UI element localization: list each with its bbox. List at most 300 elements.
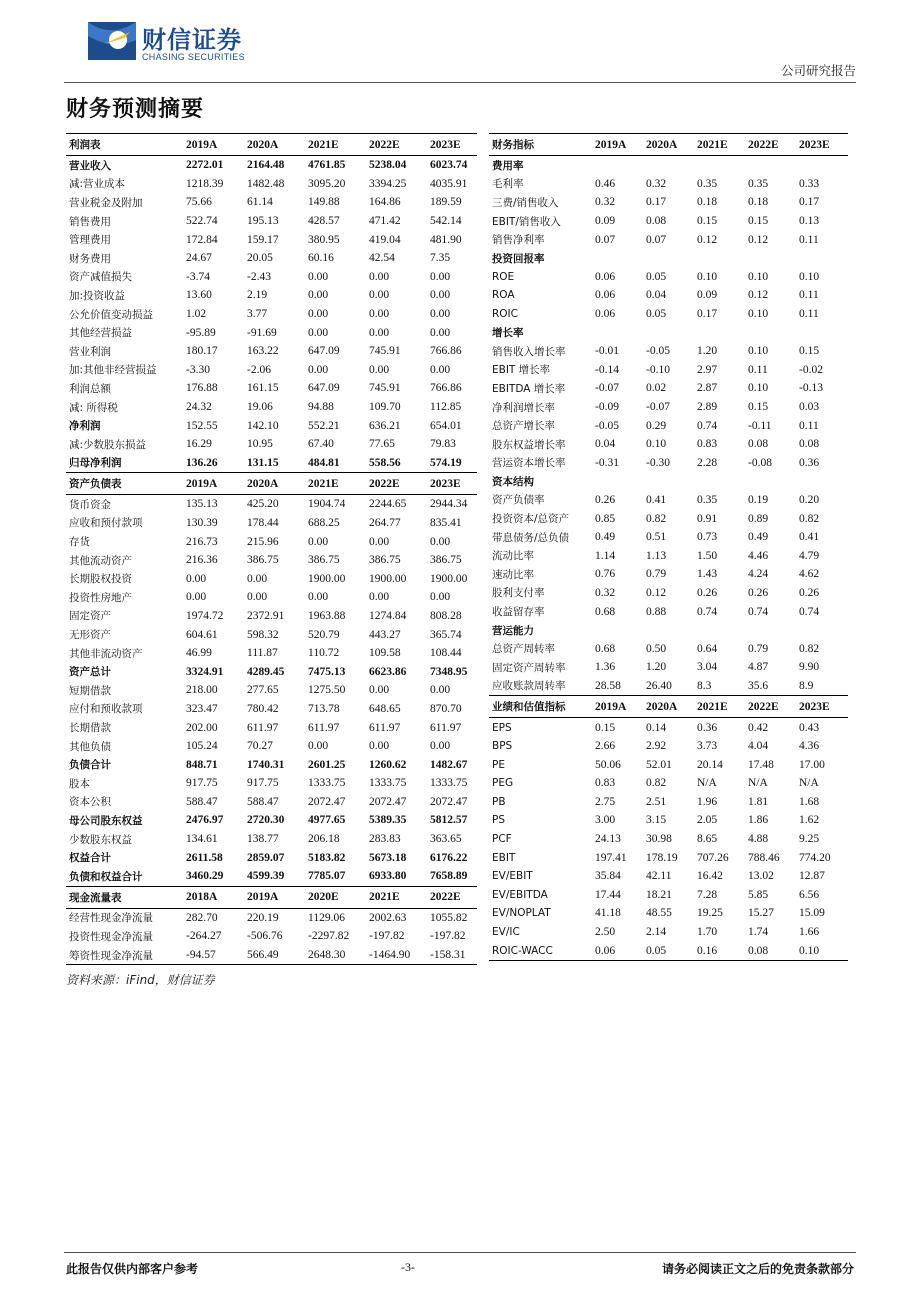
year-header: 2021E [694, 696, 745, 718]
value-cell: 195.13 [247, 215, 279, 228]
footer-divider [64, 1252, 856, 1253]
row-label: 净利润增长率 [492, 401, 555, 414]
value-cell: 7658.89 [430, 870, 468, 883]
value-cell: 0.00 [308, 270, 329, 283]
row-label: 其他非流动资产 [69, 647, 143, 660]
value-cell: N/A [748, 777, 768, 790]
row-label: 减:营业成本 [69, 178, 126, 191]
value-cell [592, 156, 643, 175]
row-label: 销售净利率 [492, 234, 545, 247]
value-cell: 61.14 [247, 196, 273, 209]
value-cell: 4035.91 [430, 177, 468, 190]
value-cell: 0.74 [748, 605, 769, 618]
value-cell: 1333.75 [308, 777, 346, 790]
table-row [66, 323, 477, 342]
value-cell: 1055.82 [430, 911, 468, 924]
value-cell: -0.05 [595, 419, 619, 432]
row-label: 负债合计 [69, 759, 111, 772]
value-cell: 1.50 [697, 549, 718, 562]
row-label: 负债和权益合计 [69, 870, 143, 883]
value-cell: 19.25 [697, 907, 723, 920]
income-statement-table [66, 133, 477, 472]
value-cell: 19.06 [247, 401, 273, 414]
value-cell: 766.86 [430, 345, 462, 358]
value-cell: 1.20 [646, 661, 667, 674]
table-row [489, 774, 848, 793]
value-cell: 0.09 [697, 289, 718, 302]
value-cell: 0.15 [697, 215, 718, 228]
year-header: 2020A [244, 473, 305, 495]
valuation-table [489, 695, 848, 961]
value-cell: 870.70 [430, 702, 462, 715]
table-row [489, 867, 848, 886]
row-label: 三费/销售收入 [492, 196, 559, 209]
value-cell: -0.30 [646, 456, 670, 469]
table-title: 现金流量表 [66, 886, 183, 908]
value-cell: 282.70 [186, 911, 218, 924]
value-cell: 0.06 [592, 941, 643, 960]
value-cell: 0.00 [308, 740, 329, 753]
year-header: 2022E [427, 886, 477, 908]
value-cell: 707.26 [697, 851, 729, 864]
value-cell: 0.13 [799, 215, 820, 228]
row-label: 母公司股东权益 [69, 814, 143, 827]
value-cell [796, 323, 848, 342]
value-cell: 3095.20 [308, 177, 346, 190]
year-header: 2019A [244, 886, 305, 908]
value-cell: 2611.58 [186, 851, 223, 864]
value-cell: 0.82 [799, 642, 820, 655]
row-label: PB [492, 795, 506, 808]
value-cell: 50.06 [595, 758, 621, 771]
value-cell: 7.28 [697, 888, 718, 901]
value-cell: 0.35 [697, 177, 718, 190]
value-cell: 419.04 [369, 233, 401, 246]
value-cell: 6176.22 [430, 851, 468, 864]
section-heading-row [489, 323, 848, 342]
value-cell: 5812.57 [430, 814, 468, 827]
value-cell: 35.84 [595, 870, 621, 883]
year-header: 2019A [183, 473, 244, 495]
year-header: 2023E [427, 134, 477, 156]
value-cell: 0.50 [646, 642, 667, 655]
row-label: 其他负债 [69, 740, 111, 753]
value-cell: 4.36 [799, 740, 820, 753]
value-cell: 611.97 [369, 721, 401, 734]
year-header: 2019A [183, 134, 244, 156]
value-cell: 109.70 [369, 401, 401, 414]
footer-disclaimer: 此报告仅供内部客户参考 [66, 1262, 199, 1276]
right-column [489, 133, 848, 961]
value-cell: 0.88 [646, 605, 667, 618]
value-cell: 152.55 [186, 419, 218, 432]
table-row [66, 416, 477, 435]
value-cell: 4599.39 [247, 870, 285, 883]
row-label: 流动比率 [492, 550, 534, 563]
brand-name-en: CHASING SECURITIES [142, 52, 245, 62]
section-heading-row [489, 156, 848, 175]
row-label: 筹资性现金净流量 [66, 946, 183, 965]
value-cell: 109.58 [369, 647, 401, 660]
value-cell: 189.59 [430, 196, 462, 209]
value-cell: 0.11 [799, 289, 819, 302]
row-label: 营业税金及附加 [69, 196, 143, 209]
table-row [489, 602, 848, 621]
value-cell [796, 472, 848, 491]
value-cell: 12.87 [799, 870, 825, 883]
value-cell [694, 156, 745, 175]
table-title: 业绩和估值指标 [489, 696, 592, 718]
table-row [489, 268, 848, 287]
value-cell: 1482.67 [430, 758, 468, 771]
value-cell: 79.83 [430, 438, 456, 451]
value-cell: 7475.13 [308, 665, 346, 678]
row-label: 资产减值损失 [69, 271, 132, 284]
table-row [489, 848, 848, 867]
value-cell: 6023.74 [430, 159, 468, 172]
value-cell: 0.73 [697, 531, 718, 544]
value-cell: 8.9 [799, 679, 814, 692]
row-label: 股本 [69, 777, 90, 790]
value-cell: 648.65 [369, 702, 401, 715]
year-header: 2023E [796, 134, 848, 156]
value-cell: 917.75 [247, 777, 279, 790]
table-row [66, 755, 477, 774]
value-cell: 15.27 [748, 907, 774, 920]
value-cell: 7785.07 [308, 870, 346, 883]
table-row [66, 908, 477, 927]
year-header: 2020A [643, 696, 694, 718]
table-row [489, 230, 848, 249]
value-cell: 386.75 [247, 554, 279, 567]
value-cell: 0.08 [745, 941, 796, 960]
value-cell [745, 472, 796, 491]
value-cell: 24.13 [595, 833, 621, 846]
value-cell: 60.16 [308, 252, 334, 265]
value-cell: 77.65 [369, 438, 395, 451]
value-cell: 0.12 [646, 586, 667, 599]
value-cell: 149.88 [308, 196, 340, 209]
value-cell: 8.3 [697, 679, 712, 692]
table-row [489, 793, 848, 812]
row-label: EV/IC [492, 926, 520, 939]
value-cell [592, 621, 643, 640]
row-label: 存货 [69, 536, 90, 549]
value-cell: 180.17 [186, 345, 218, 358]
value-cell: 443.27 [369, 628, 401, 641]
value-cell: -2.43 [247, 270, 271, 283]
value-cell: 520.79 [308, 628, 340, 641]
value-cell: 110.72 [308, 647, 340, 660]
row-label: PE [492, 758, 505, 771]
year-header: 2022E [745, 134, 796, 156]
value-cell: 0.51 [646, 531, 667, 544]
table-row [66, 644, 477, 663]
value-cell: 24.67 [186, 252, 212, 265]
value-cell: 0.15 [748, 215, 769, 228]
row-label: 减:少数股东损益 [69, 438, 147, 451]
row-label: 其他经营损益 [69, 327, 132, 340]
value-cell: 522.74 [186, 215, 218, 228]
value-cell: 0.08 [646, 215, 667, 228]
table-row [489, 886, 848, 905]
value-cell: 2944.34 [430, 498, 468, 511]
value-cell: 0.76 [595, 568, 616, 581]
value-cell: 552.21 [308, 419, 340, 432]
page-header [0, 0, 920, 86]
value-cell: 917.75 [186, 777, 218, 790]
value-cell: 17.44 [595, 888, 621, 901]
row-label: 投资资本/总资产 [492, 513, 570, 526]
value-cell: 0.64 [697, 642, 718, 655]
table-row [489, 342, 848, 361]
table-row [489, 528, 848, 547]
table-row [66, 830, 477, 849]
row-label: 归母净利润 [69, 457, 122, 470]
value-cell: -2.06 [247, 363, 271, 376]
value-cell: 0.82 [646, 512, 667, 525]
table-header-row [66, 886, 477, 908]
value-cell: 2.50 [595, 926, 616, 939]
value-cell: 542.14 [430, 215, 462, 228]
table-row [489, 398, 848, 417]
value-cell: 0.10 [748, 308, 769, 321]
value-cell: 0.00 [247, 591, 268, 604]
value-cell: 0.19 [748, 493, 769, 506]
row-label: 加:投资收益 [69, 289, 126, 302]
value-cell: 94.88 [308, 401, 334, 414]
value-cell: 0.49 [595, 531, 616, 544]
row-label: 利润总额 [69, 382, 111, 395]
value-cell: 4.62 [799, 568, 820, 581]
row-label: 总资产增长率 [492, 420, 555, 433]
table-row [489, 546, 848, 565]
value-cell: 0.00 [308, 591, 329, 604]
value-cell: 0.10 [796, 941, 848, 960]
value-cell: 588.47 [247, 795, 279, 808]
year-header: 2021E [305, 473, 366, 495]
value-cell: 0.02 [646, 382, 667, 395]
value-cell: 0.83 [595, 777, 616, 790]
row-label: 股东权益增长率 [492, 438, 566, 451]
value-cell: 3.77 [247, 308, 268, 321]
section-heading-row [489, 472, 848, 491]
value-cell: 0.07 [646, 233, 667, 246]
value-cell: 0.00 [430, 270, 451, 283]
table-row [489, 811, 848, 830]
row-label: ROA [492, 289, 515, 302]
value-cell: 780.42 [247, 702, 279, 715]
value-cell: 0.16 [694, 941, 745, 960]
data-source-note: 资料来源：iFind，财信证券 [66, 973, 215, 987]
value-cell: 0.00 [308, 308, 329, 321]
row-label: 投资性房地产 [69, 591, 132, 604]
value-cell: -2297.82 [308, 930, 350, 943]
value-cell: 8.65 [697, 833, 718, 846]
value-cell: 0.83 [697, 438, 718, 451]
table-row [66, 662, 477, 681]
table-row [66, 398, 477, 417]
value-cell: 0.26 [799, 586, 820, 599]
table-row [66, 532, 477, 551]
row-label: 加:其他非经营损益 [69, 364, 157, 377]
table-row [66, 156, 477, 175]
row-label: ROIC-WACC [489, 941, 592, 960]
row-label: 投资回报率 [492, 252, 545, 265]
table-row [489, 830, 848, 849]
row-label: 减: 所得税 [69, 401, 118, 414]
row-label: 长期借款 [69, 722, 111, 735]
table-row [489, 491, 848, 510]
row-label: 经营性现金净流量 [69, 912, 153, 925]
value-cell: 1.13 [646, 549, 667, 562]
company-logo [84, 14, 264, 70]
value-cell [745, 156, 796, 175]
row-label: 带息债务/总负债 [492, 531, 570, 544]
value-cell: 105.24 [186, 740, 218, 753]
table-row [66, 305, 477, 324]
value-cell: 0.00 [308, 326, 329, 339]
value-cell: 20.05 [247, 252, 273, 265]
table-row [489, 305, 848, 324]
value-cell: 0.03 [799, 401, 820, 414]
table-row [66, 342, 477, 361]
value-cell: 0.32 [595, 196, 616, 209]
value-cell: 1482.48 [247, 177, 285, 190]
value-cell: 218.00 [186, 684, 218, 697]
value-cell: 70.27 [247, 740, 273, 753]
value-cell: 0.00 [369, 591, 390, 604]
value-cell: 0.00 [369, 363, 390, 376]
value-cell: 611.97 [430, 721, 462, 734]
value-cell: 0.82 [799, 512, 820, 525]
value-cell: -0.11 [748, 419, 772, 432]
table-row [66, 811, 477, 830]
value-cell: 6623.86 [369, 665, 407, 678]
value-cell: 425.20 [247, 498, 279, 511]
year-header: 2022E [366, 473, 427, 495]
value-cell: 2859.07 [247, 851, 285, 864]
value-cell: 0.26 [595, 493, 616, 506]
year-header: 2019A [592, 696, 643, 718]
table-row [489, 755, 848, 774]
year-header: 2023E [427, 473, 477, 495]
value-cell [694, 323, 745, 342]
value-cell: 6933.80 [369, 870, 407, 883]
value-cell: 0.04 [595, 438, 616, 451]
logo-mark-icon [84, 14, 140, 70]
value-cell: 0.15 [799, 345, 820, 358]
year-header: 2021E [694, 134, 745, 156]
table-row [66, 927, 477, 946]
year-header: 2020A [643, 134, 694, 156]
row-label: PEG [492, 777, 514, 790]
value-cell [643, 249, 694, 268]
value-cell: 161.15 [247, 382, 279, 395]
row-label: PS [492, 814, 505, 827]
value-cell: 4289.45 [247, 665, 285, 678]
value-cell: 28.58 [595, 679, 621, 692]
page-number: -3- [401, 1260, 415, 1274]
table-row [66, 212, 477, 231]
value-cell: 15.09 [799, 907, 825, 920]
value-cell: -264.27 [186, 930, 222, 943]
value-cell: 0.32 [595, 586, 616, 599]
value-cell: 164.86 [369, 196, 401, 209]
value-cell: 588.47 [186, 795, 218, 808]
row-label: 应付和预收款项 [69, 703, 143, 716]
value-cell: 0.05 [646, 308, 667, 321]
table-row [66, 625, 477, 644]
table-row [66, 193, 477, 212]
value-cell [592, 323, 643, 342]
table-row [66, 681, 477, 700]
value-cell: -0.07 [646, 401, 670, 414]
value-cell: 9.25 [799, 833, 820, 846]
value-cell: 0.15 [748, 401, 769, 414]
value-cell: 323.47 [186, 702, 218, 715]
table-row [66, 249, 477, 268]
table-row [66, 268, 477, 287]
value-cell: 1.02 [186, 308, 207, 321]
balance-sheet-table [66, 472, 477, 885]
value-cell [694, 621, 745, 640]
value-cell [796, 249, 848, 268]
value-cell: 647.09 [308, 345, 340, 358]
value-cell: 848.71 [186, 758, 218, 771]
value-cell: 172.84 [186, 233, 218, 246]
table-row [66, 848, 477, 867]
value-cell: 386.75 [308, 554, 340, 567]
value-cell: 2.92 [646, 740, 667, 753]
value-cell: 0.41 [799, 531, 820, 544]
value-cell: 35.6 [748, 679, 769, 692]
value-cell: 2372.91 [247, 609, 285, 622]
value-cell: 178.44 [247, 516, 279, 529]
value-cell: 654.01 [430, 419, 462, 432]
value-cell: 216.36 [186, 554, 218, 567]
table-row [66, 737, 477, 756]
row-label: 少数股东权益 [69, 833, 132, 846]
value-cell: 0.10 [748, 345, 769, 358]
value-cell: 0.35 [748, 177, 769, 190]
value-cell [796, 156, 848, 175]
row-label: 净利润 [69, 420, 101, 433]
value-cell: 0.00 [430, 591, 451, 604]
value-cell: 16.29 [186, 438, 212, 451]
value-cell: 2.05 [697, 814, 718, 827]
year-header: 2019A [592, 134, 643, 156]
table-row [66, 588, 477, 607]
table-row [489, 737, 848, 756]
value-cell: 0.00 [369, 684, 390, 697]
value-cell: 9.90 [799, 661, 820, 674]
value-cell: 142.10 [247, 419, 279, 432]
value-cell [745, 621, 796, 640]
value-cell: 197.41 [595, 851, 627, 864]
table-row [66, 569, 477, 588]
row-label: EBIT/销售收入 [492, 215, 561, 228]
value-cell: 0.17 [697, 308, 718, 321]
value-cell: 1974.72 [186, 609, 224, 622]
value-cell: 138.77 [247, 833, 279, 846]
value-cell [643, 156, 694, 175]
value-cell: 75.66 [186, 196, 212, 209]
value-cell: 0.74 [799, 605, 820, 618]
value-cell: 0.00 [369, 535, 390, 548]
value-cell: 1.66 [799, 926, 820, 939]
value-cell: 0.29 [646, 419, 667, 432]
